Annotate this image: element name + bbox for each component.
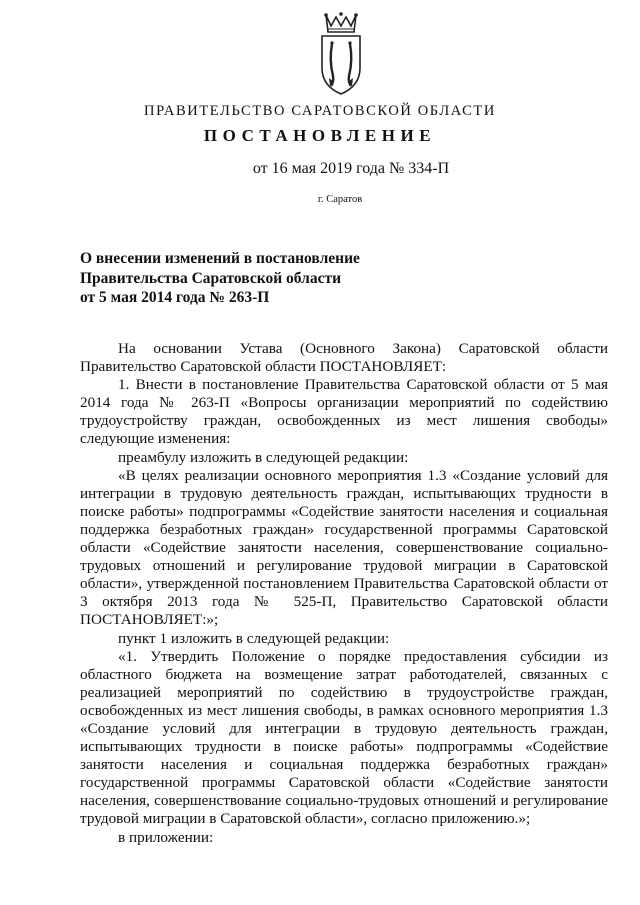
city-name: г. Саратов	[317, 194, 363, 205]
body-paragraph: На основании Устава (Основного Закона) Саратовской области Правительство Саратовской области ПОСТАНОВЛЯЕТ:	[80, 340, 608, 376]
body-paragraph: «В целях реализации основного мероприятия 1.3 «Создание условий для интеграции в трудовую деятельность граждан, испытывающих трудности в поиске работы» подпрограммы «Содействие занятости населения и социальная поддержка безработных граждан» государственной программы Саратовской области «Содействие занятости населения, совершенствование социально-трудовых отношений и регулирование трудовой миграции в Саратовской области», утвержденной постановлением Правительства Саратовской области от 3 октября 2013 года № 525-П, Правительство Саратовской области ПОСТАНОВЛЯЕТ:»;	[80, 466, 608, 629]
subject-line: от 5 мая 2014 года № 263-П	[80, 289, 270, 306]
body-paragraph: пункт 1 изложить в следующей редакции:	[118, 629, 390, 647]
body-paragraph: в приложении:	[118, 828, 214, 846]
document-type: ПОСТАНОВЛЕНИЕ	[203, 126, 437, 145]
document-body	[80, 340, 608, 847]
body-paragraph: преамбулу изложить в следующей редакции:	[118, 448, 409, 466]
government-title: ПРАВИТЕЛЬСТВО САРАТОВСКОЙ ОБЛАСТИ	[144, 103, 496, 119]
subject-line: Правительства Саратовской области	[80, 269, 341, 287]
date-and-number: от 16 мая 2019 года № 334-П	[252, 160, 450, 177]
body-paragraph: 1. Внести в постановление Правительства Саратовской области от 5 мая 2014 года № 263-П «Вопросы организации мероприятий по содействию трудоустройству граждан, освобожденных из мест лишения свободы» следующие изменения:	[80, 376, 608, 448]
body-paragraph: «1. Утвердить Положение о порядке предоставления субсидии из областного бюджета на возмещение затрат работодателей, связанных с реализацией мероприятий по содействию в трудоустройстве граждан, освобожденных из мест лишения свободы, в рамках основного мероприятия 1.3 «Создание условий для интеграции в трудовую деятельность граждан, испытывающих трудности в поиске работы» подпрограммы «Содействие занятости населения и социальная поддержка безработных граждан» государственной программы Саратовской области «Содействие занятости населения, совершенствование социально-трудовых отношений и регулирование трудовой миграции в Саратовской области», согласно приложению.»;	[80, 647, 608, 828]
document-subject	[80, 249, 400, 308]
subject-line: О внесении изменений в постановление	[80, 250, 360, 267]
saratov-coat-of-arms-icon	[318, 12, 364, 96]
